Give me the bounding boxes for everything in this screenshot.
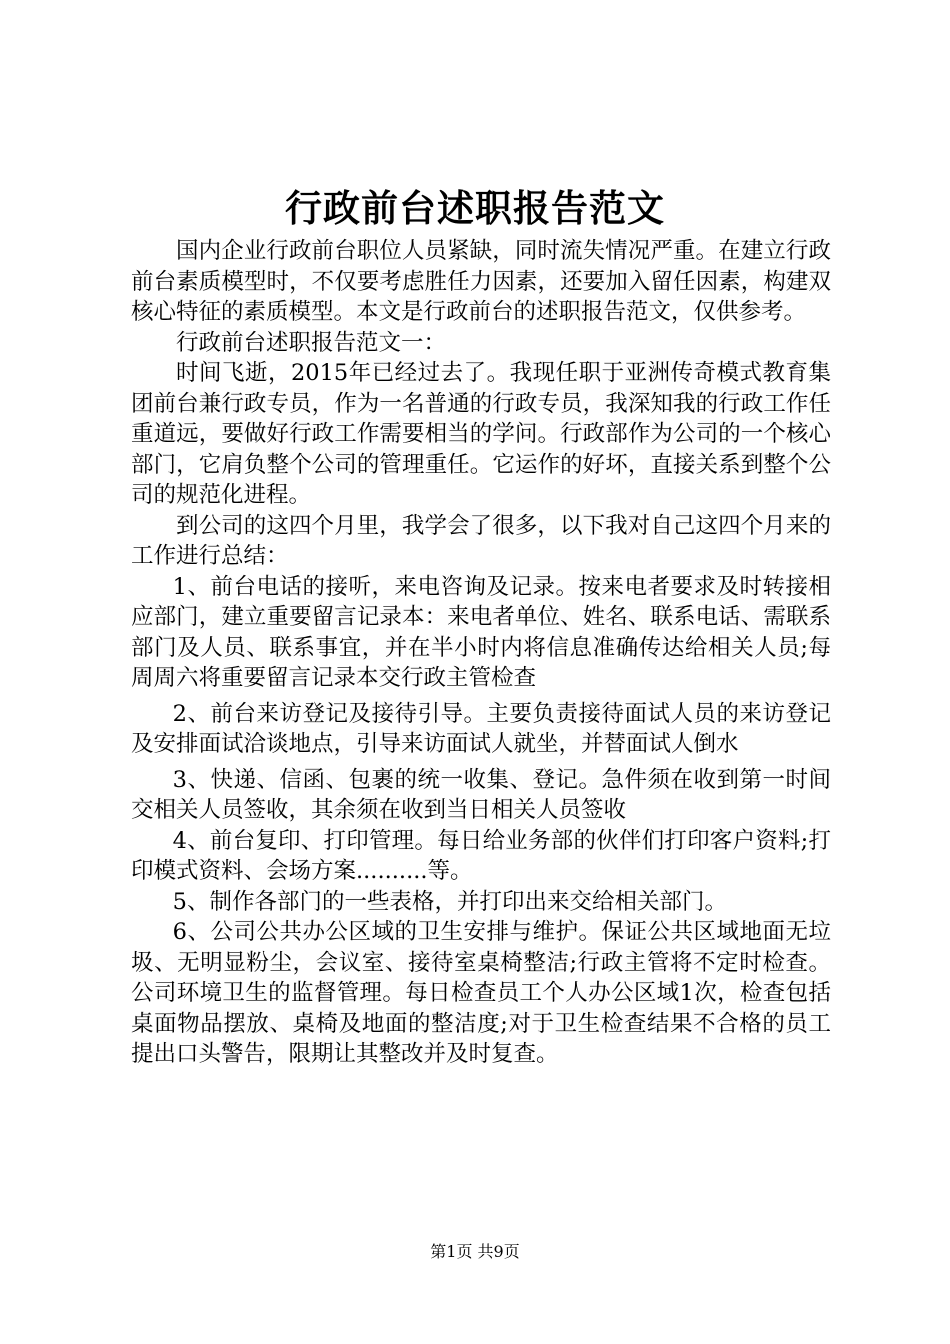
body-paragraph: 时间飞逝，2015年已经过去了。我现任职于亚洲传奇模式教育集团前台兼行政专员，作为一名普通的行政专员，我深知我的行政工作任重道远，要做好行政工作需要相当的学问。行政部作为公司的一个核心部门，它肩负整个公司的管理重任。它运作的好坏，直接关系到整个公司的规范化进程。 xyxy=(131,360,831,508)
document-title: 行政前台述职报告范文 xyxy=(285,186,665,230)
list-item: 1、前台电话的接听，来电咨询及记录。按来电者要求及时转接相应部门，建立重要留言记录本：来电者单位、姓名、联系电话、需联系部门及人员、联系事宜，并在半小时内将信息准确传达给相关人员;每周周六将重要留言记录本交行政主管检查 xyxy=(131,573,831,691)
document-body xyxy=(131,236,831,1070)
list-item: 5、制作各部门的一些表格，并打印出来交给相关部门。 xyxy=(172,888,727,915)
body-paragraph: 到公司的这四个月里，我学会了很多，以下我对自己这四个月来的工作进行总结： xyxy=(131,512,831,569)
page-number: 第1页 共9页 xyxy=(430,1242,520,1261)
list-item: 3、快递、信函、包裹的统一收集、登记。急件须在收到第一时间交相关人员签收，其余须在收到当日相关人员签收 xyxy=(131,766,831,823)
section-heading: 行政前台述职报告范文一： xyxy=(176,329,447,356)
list-item: 2、前台来访登记及接待引导。主要负责接待面试人员的来访登记及安排面试洽谈地点，引导来访面试人就坐，并替面试人倒水 xyxy=(131,700,831,757)
list-item: 6、公司公共办公区域的卫生安排与维护。保证公共区域地面无垃圾、无明显粉尘，会议室、接待室桌椅整洁;行政主管将不定时检查。公司环境卫生的监督管理。每日检查员工个人办公区域1次，检查包括桌面物品摆放、桌椅及地面的整洁度;对于卫生检查结果不合格的员工提出口头警告，限期让其整改并及时复查。 xyxy=(131,919,831,1067)
intro-paragraph: 国内企业行政前台职位人员紧缺，同时流失情况严重。在建立行政前台素质模型时，不仅要考虑胜任力因素，还要加入留任因素，构建双核心特征的素质模型。本文是行政前台的述职报告范文，仅供参考。 xyxy=(131,238,831,325)
list-item: 4、前台复印、打印管理。每日给业务部的伙伴们打印客户资料;打印模式资料、会场方案..........等。 xyxy=(131,827,831,884)
